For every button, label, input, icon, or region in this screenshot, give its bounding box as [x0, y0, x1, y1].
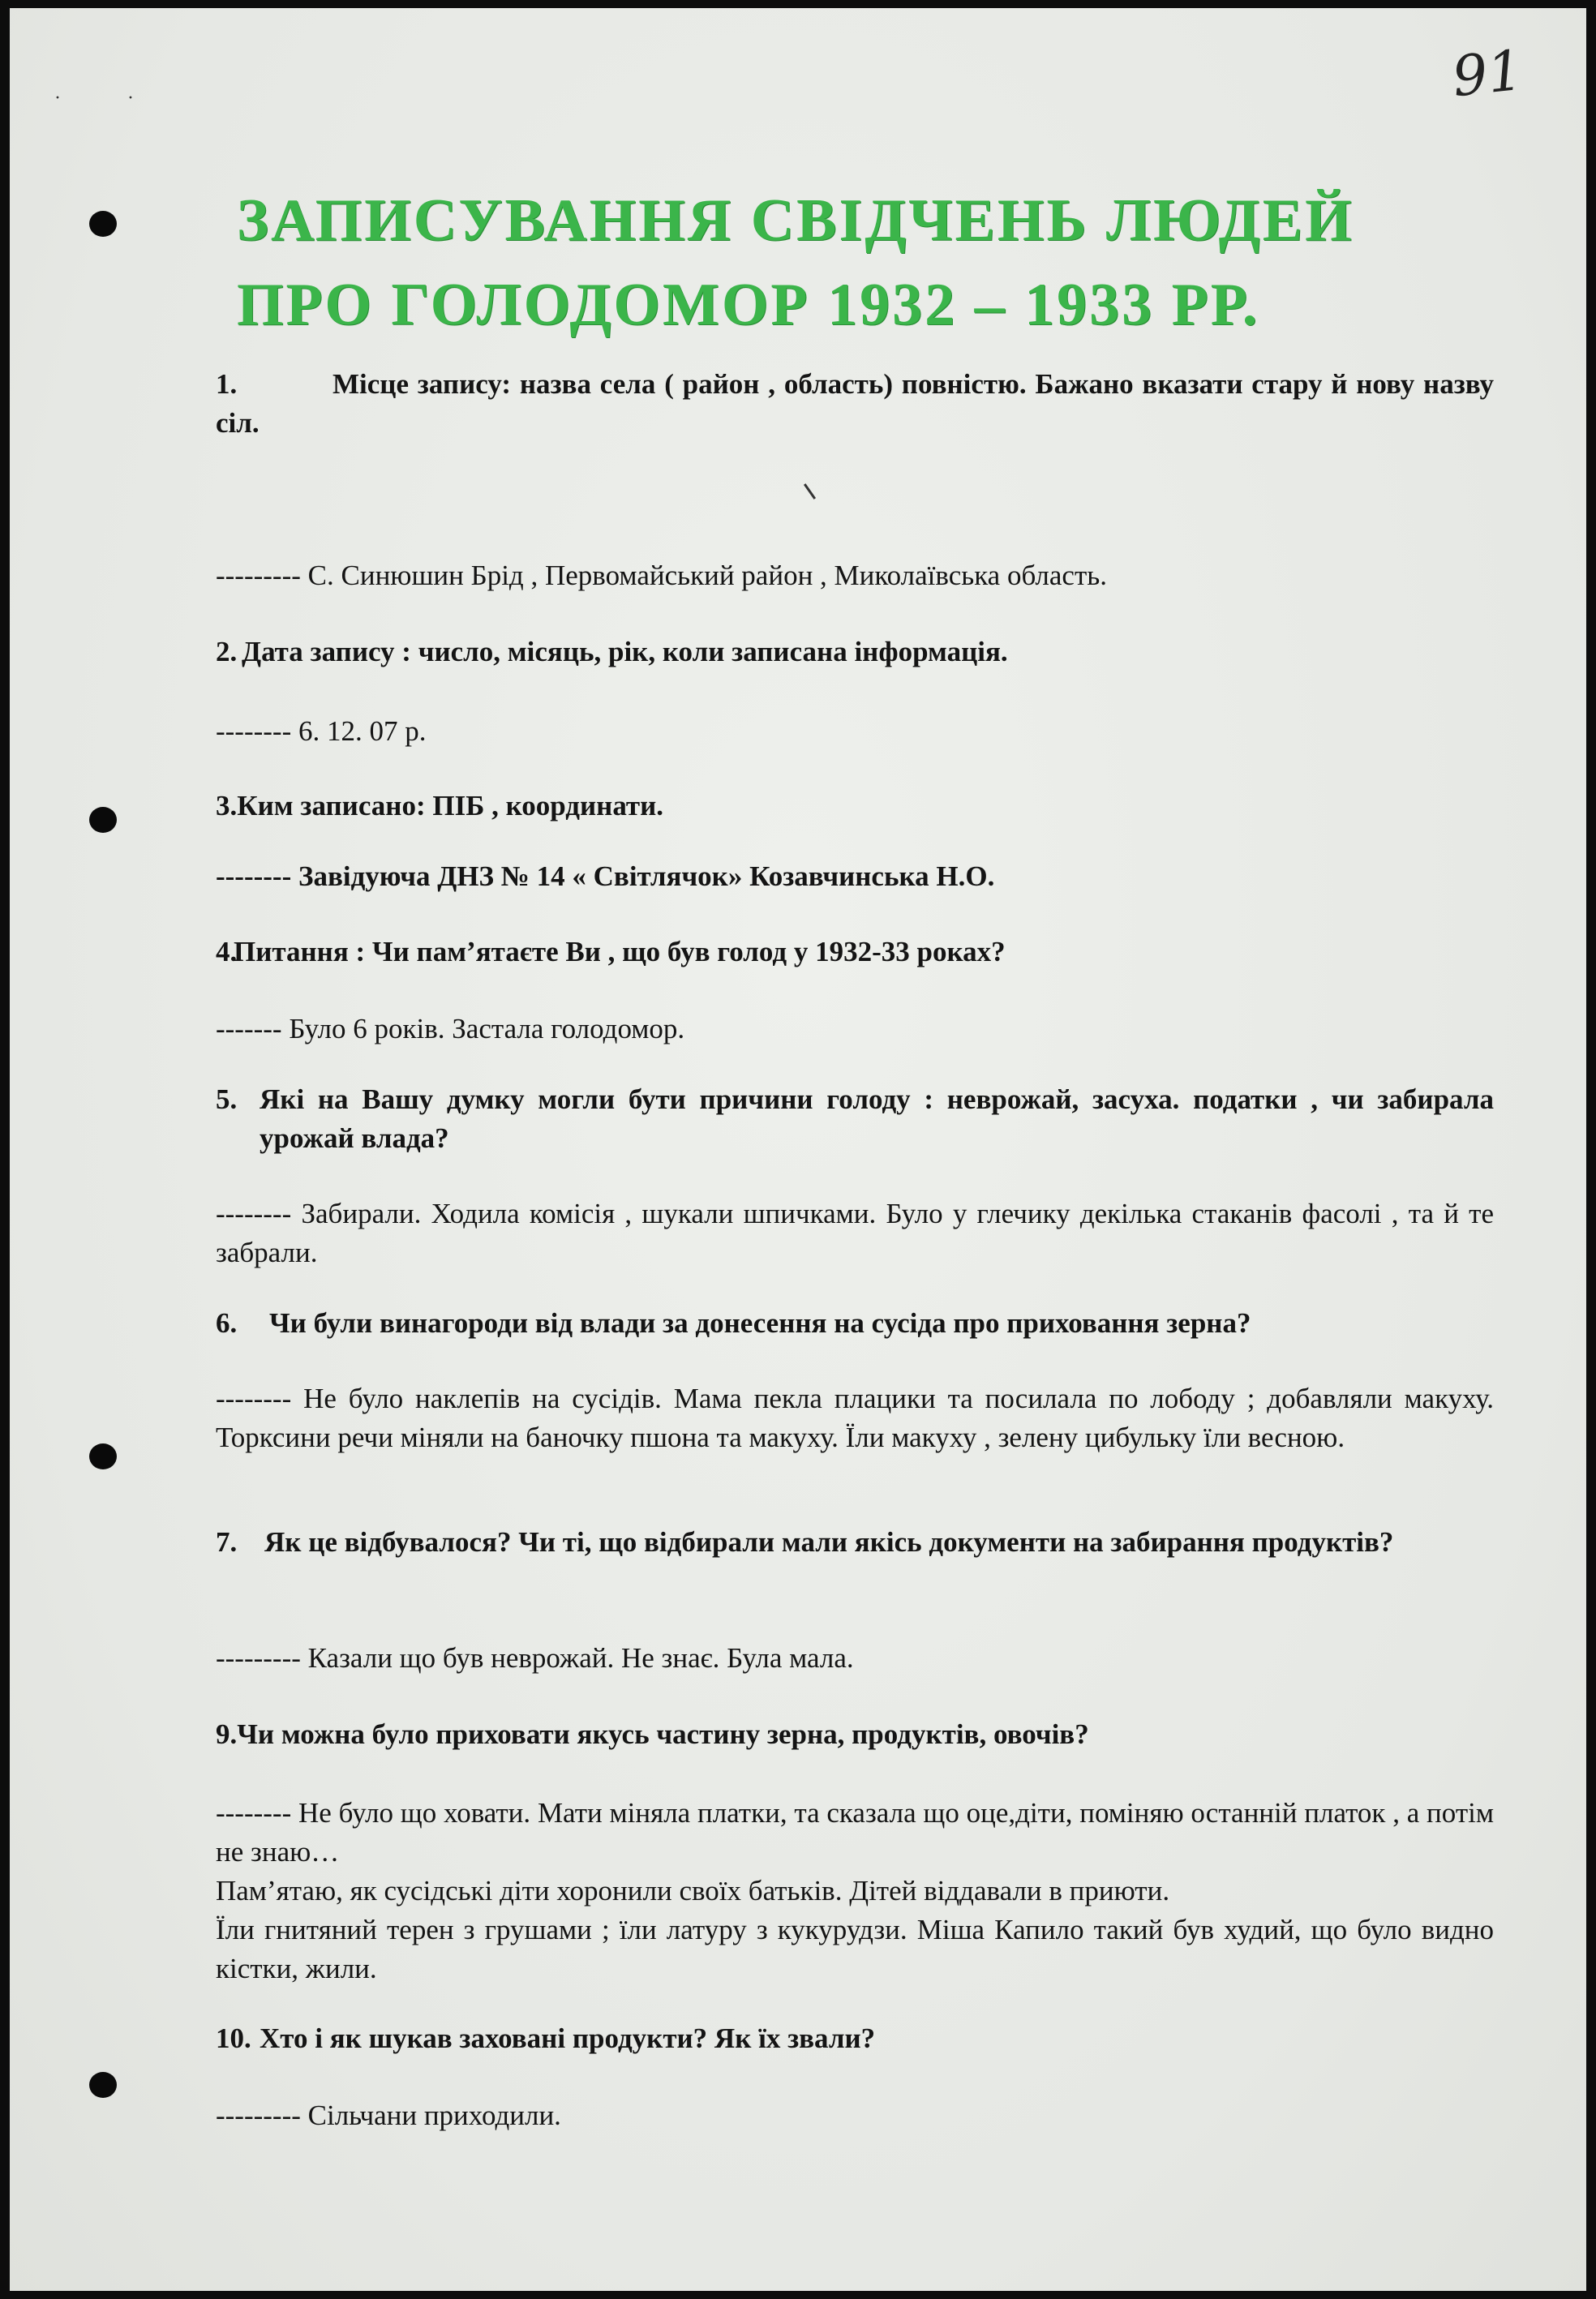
scan-mark: ·: [54, 88, 61, 109]
question-number: 3.: [216, 790, 238, 821]
answer-9-part-1: -------- Не було що ховати. Мати міняла платки, та сказала що оце,діти, поміняю останній платок , а потім не знаю…: [216, 1797, 1494, 1868]
scan-mark: ·: [127, 88, 134, 109]
question-10: [216, 2019, 875, 2058]
question-text: Чи були винагороди від влади за донесення на сусіда про приховання зерна?: [269, 1307, 1251, 1339]
title-line-2: ПРО ГОЛОДОМОР 1932 – 1933 РР.: [237, 272, 1260, 338]
punch-hole: [89, 211, 117, 237]
question-6: [216, 1304, 1251, 1343]
question-text: Хто і як шукав заховані продукти? Як їх звали?: [260, 2022, 876, 2054]
question-text: Питання : Чи пам’ятаєте Ви , що був голод у 1932-33 роках?: [234, 936, 1006, 967]
page-number: 91: [1449, 38, 1526, 110]
question-number: 5.: [216, 1083, 238, 1115]
question-number: 2.: [216, 636, 238, 667]
question-text: Які на Вашу думку могли бути причини голоду : неврожай, засуха. податки , чи забирала урожай влада?: [260, 1083, 1494, 1154]
question-number: 10.: [216, 2022, 251, 2054]
answer-9-part-2: Пам’ятаю, як сусідські діти хоронили своїх батьків. Дітей віддавали в приюти.: [216, 1875, 1170, 1907]
answer-10: --------- Сільчани приходили.: [216, 2100, 561, 2131]
answer-6: -------- Не було наклепів на сусідів. Мама пекла плацики та посилала по лободу ; добавляли макуху. Торксини речи міняли на баночку пшона та макуху. Їли макуху , зелену цибульку їли весною.: [216, 1383, 1494, 1453]
question-number: 6.: [216, 1307, 238, 1339]
question-1: [216, 365, 1494, 443]
punch-hole: [89, 1443, 117, 1469]
question-5: [216, 1080, 1494, 1158]
answer-4: ------- Було 6 років. Застала голодомор.: [216, 1013, 685, 1044]
question-text: Місце запису: назва села ( район , область) повністю. Бажано вказати стару й нову назву сіл.: [216, 368, 1494, 439]
question-text: Дата запису : число, місяць, рік, коли записана інформація.: [242, 636, 1008, 667]
question-3: [216, 787, 663, 826]
answer-3: -------- Завідуюча ДНЗ № 14 « Світлячок» Козавчинська Н.О.: [216, 860, 995, 892]
answer-9-part-3: Їли гнитяний терен з грушами ; їли латуру з кукурудзи. Міша Капило такий був худий, що було видно кістки, жили.: [216, 1914, 1494, 1984]
answer-2: -------- 6. 12. 07 р.: [216, 715, 427, 747]
question-4: [216, 933, 1006, 971]
title-line-1: ЗАПИСУВАННЯ СВІДЧЕНЬ ЛЮДЕЙ: [237, 187, 1354, 254]
question-text: Як це відбувалося? Чи ті, що відбирали мали якісь документи на забирання продуктів?: [264, 1526, 1394, 1558]
punch-hole: [89, 807, 117, 833]
answer-9: [216, 1794, 1494, 1988]
answer-5: -------- Забирали. Ходила комісія , шукали шпичками. Було у глечику декілька стаканів фасолі , та й те забрали.: [216, 1198, 1494, 1268]
question-text: Ким записано: ПІБ , координати.: [237, 790, 664, 821]
punch-hole: [89, 2072, 117, 2098]
question-number: 4.: [216, 936, 238, 967]
answer-1: --------- С. Синюшин Брід , Первомайський район , Миколаївська область.: [216, 560, 1107, 591]
question-2: [216, 633, 1008, 671]
question-7: [216, 1523, 1393, 1562]
document-page: [10, 8, 1586, 2291]
question-number: 7.: [216, 1526, 238, 1558]
stray-mark: [804, 483, 816, 500]
question-number: 9.: [216, 1718, 238, 1750]
document-title: [237, 178, 1372, 347]
question-9: [216, 1715, 1089, 1754]
question-text: Чи можна було приховати якусь частину зерна, продуктів, овочів?: [237, 1718, 1089, 1750]
answer-7: --------- Казали що був неврожай. Не знає. Була мала.: [216, 1642, 854, 1674]
question-number: 1.: [216, 368, 238, 400]
